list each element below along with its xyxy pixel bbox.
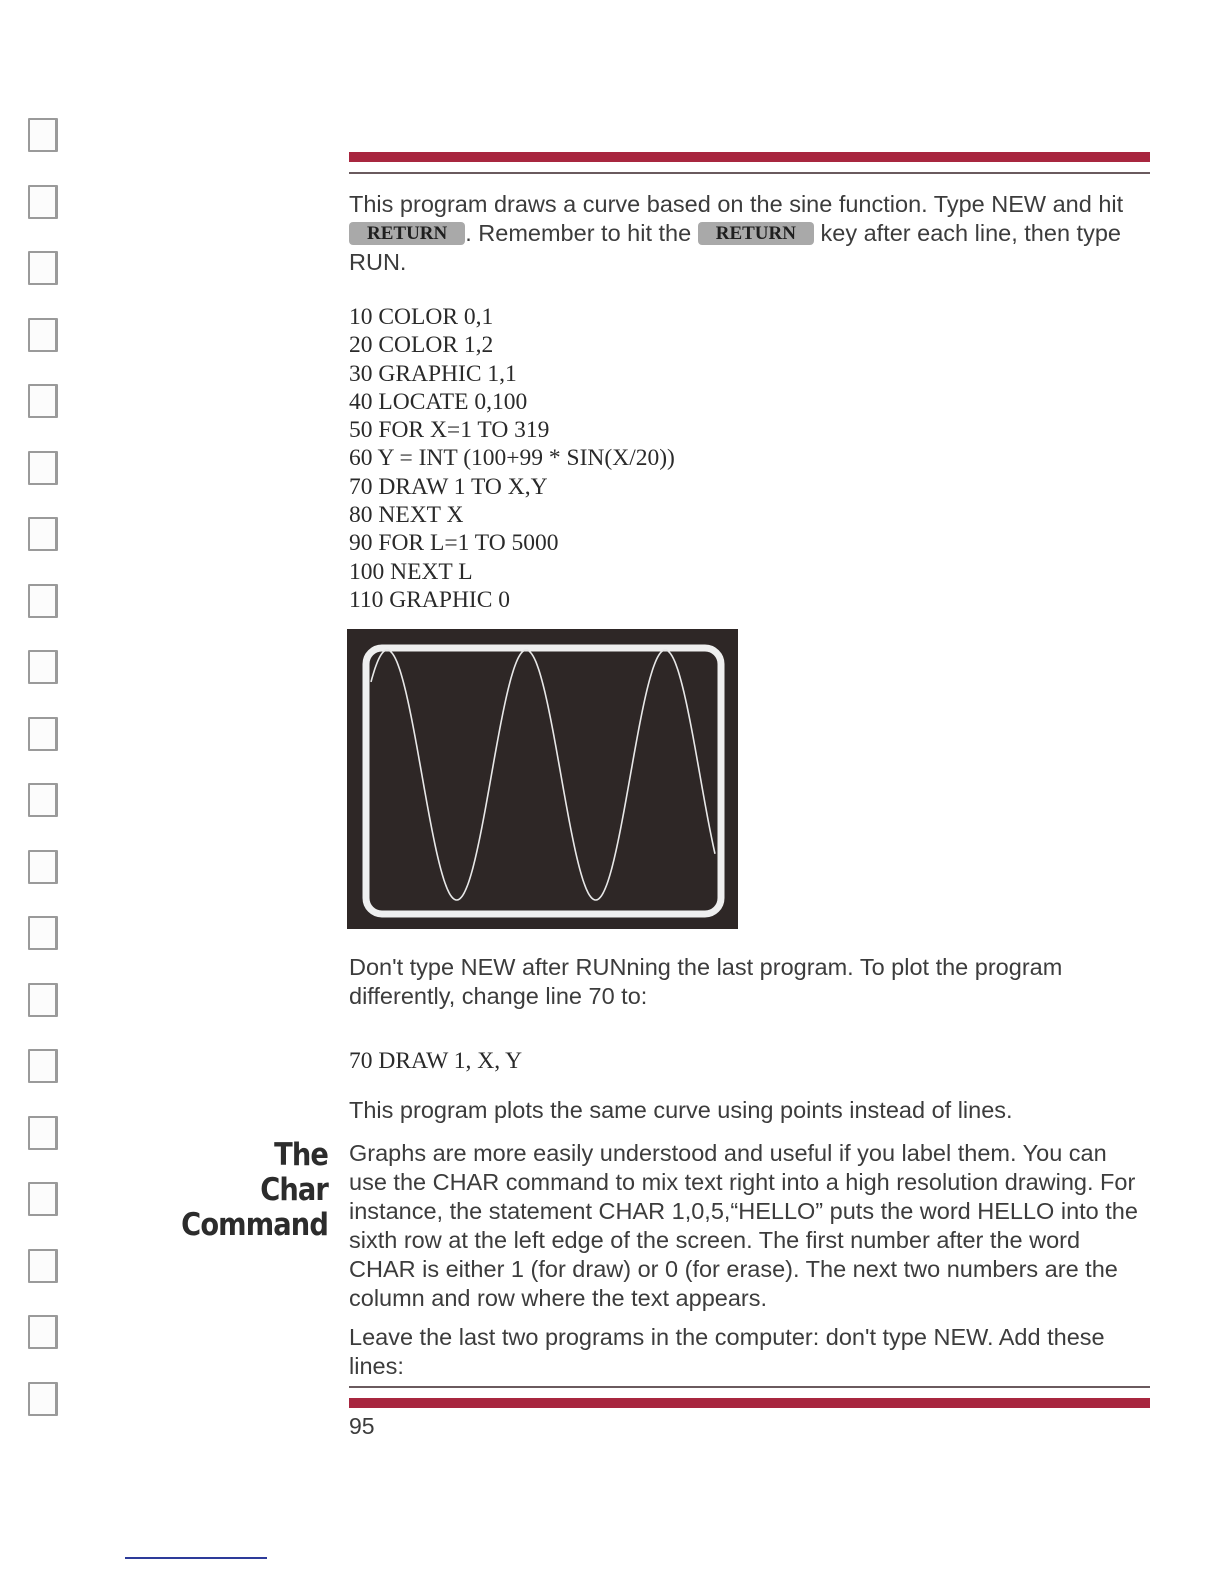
binding-hole [28,185,58,219]
program-line: 20 COLOR 1,2 [349,332,494,359]
intro-paragraph [349,190,1149,277]
binding-hole [28,983,58,1017]
footer-line [125,1557,267,1559]
intro-text-2: . Remember to hit the [465,220,692,246]
binding-hole [28,717,58,751]
heading-line: Char [260,1172,328,1208]
bottom-accent-rule [349,1398,1150,1408]
program-line: 90 FOR L=1 TO 5000 [349,530,559,557]
heading-line: Command [181,1207,328,1243]
program-line: 50 FOR X=1 TO 319 [349,417,550,444]
alt-program-line: 70 DRAW 1, X, Y [349,1048,523,1074]
binding-hole [28,318,58,352]
top-accent-rule [349,152,1150,162]
intro-text-3: key after each line, then type RUN. [349,220,1121,275]
sine-curve [371,650,715,900]
return-key: RETURN [698,222,814,245]
program-line: 60 Y = INT (100+99 * SIN(X/20)) [349,445,675,472]
screen-photo [347,629,738,929]
char-command-paragraph: Graphs are more easily understood and useful if you label them. You can use the CHAR command to mix text right into a high resolution drawing. For instance, the statement CHAR 1,0,5,“HELLO” puts the word HELLO into the sixth row at the left edge of the screen. The first number after the word CHAR is either 1 (for draw) or 0 (for erase). The next two numbers are the column and row where the text appears. [349,1140,1138,1311]
sine-curve-screen [347,629,738,929]
binding-hole [28,783,58,817]
intro-text-1: This program draws a curve based on the sine function. Type NEW and hit [349,191,1124,217]
page-number: 95 [349,1413,375,1439]
points-paragraph: This program plots the same curve using points instead of lines. [349,1097,1013,1123]
program-line: 30 GRAPHIC 1,1 [349,360,517,387]
sine-program-listing [349,303,675,614]
return-key: RETURN [349,222,465,245]
binding-hole [28,1182,58,1216]
binding-hole [28,650,58,684]
program-line: 80 NEXT X [349,502,464,529]
binding-hole [28,118,58,152]
binding-hole [28,1116,58,1150]
program-line: 110 GRAPHIC 0 [349,586,511,613]
binding-hole [28,850,58,884]
binding-hole [28,1382,58,1416]
binding-hole [28,1315,58,1349]
program-line: 70 DRAW 1 TO X,Y [349,473,548,500]
heading-line: The [274,1137,328,1173]
program-line: 10 COLOR 0,1 [349,304,494,330]
spiral-binding [28,118,68,1448]
binding-hole [28,1049,58,1083]
binding-hole [28,384,58,418]
binding-hole [28,584,58,618]
section-heading [171,1138,328,1243]
program-line: 40 LOCATE 0,100 [349,388,528,415]
binding-hole [28,251,58,285]
top-thin-rule [349,172,1150,174]
bottom-thin-rule [349,1386,1150,1388]
program-line: 100 NEXT L [349,558,473,585]
binding-hole [28,451,58,485]
binding-hole [28,517,58,551]
binding-hole [28,1249,58,1283]
after-run-paragraph: Don't type NEW after RUNning the last program. To plot the program differently, change line 70 to: [349,954,1063,1009]
leave-programs-paragraph: Leave the last two programs in the computer: don't type NEW. Add these lines: [349,1324,1105,1379]
binding-hole [28,916,58,950]
